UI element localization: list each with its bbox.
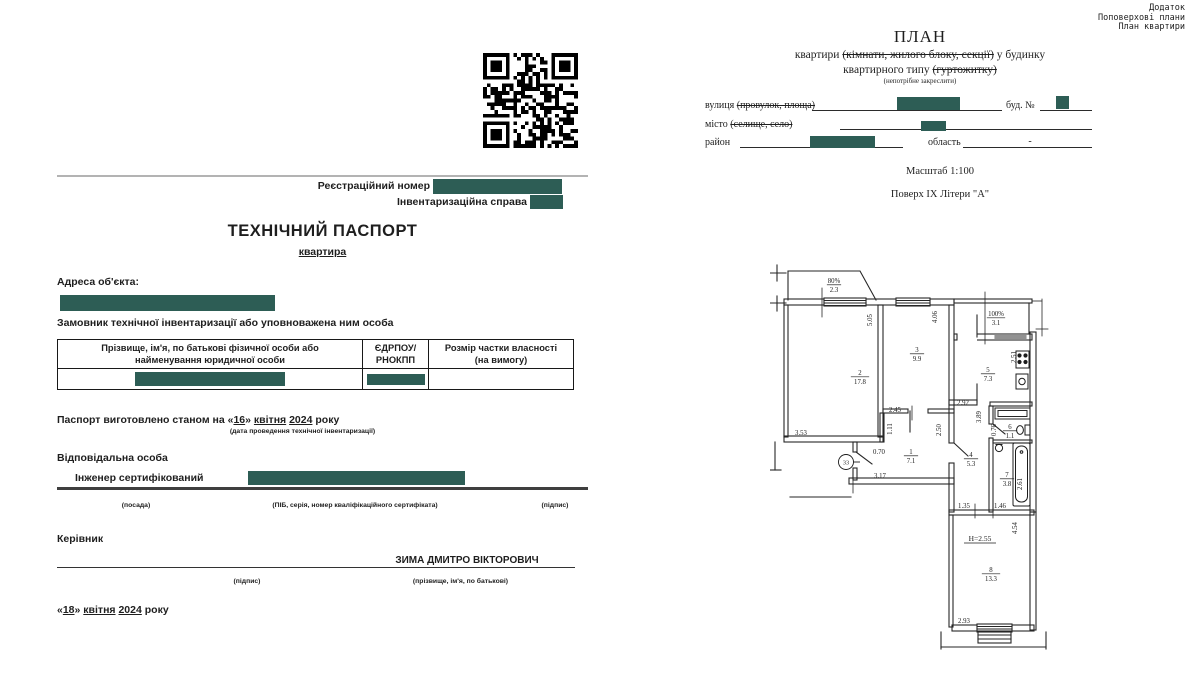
col-name-header: Прізвище, ім'я, по батькові фізичної особи або <box>101 343 319 353</box>
signature-caption: (підпис) <box>541 502 569 509</box>
district-label: район <box>705 137 731 148</box>
object-address-redacted <box>60 295 275 311</box>
building-redacted <box>1056 96 1069 109</box>
owner-table-data-row <box>58 369 574 390</box>
svg-text:5.3: 5.3 <box>966 461 976 469</box>
svg-text:2.3: 2.3 <box>829 287 839 295</box>
city-redacted <box>921 121 946 131</box>
plan-note: (непотрібне закреслити) <box>883 77 957 85</box>
svg-text:4.06: 4.06 <box>932 311 939 323</box>
bathtub-icon <box>1013 443 1030 506</box>
made-date-note: (дата проведення технічної інвентаризації) <box>229 428 376 435</box>
owner-table <box>57 339 574 390</box>
col-edrpou-header: ЄДРПОУ/ <box>374 343 417 353</box>
street-redacted <box>897 97 960 110</box>
window-kitchen-icon <box>995 336 1026 338</box>
issue-day: 18 <box>62 604 75 616</box>
struck-room-types: (кімнати, жилого блоку, секції) <box>842 49 994 61</box>
owner-name-redacted <box>135 372 285 386</box>
svg-text:7.3: 7.3 <box>983 376 993 384</box>
district-redacted <box>810 136 875 148</box>
svg-text:5.05: 5.05 <box>867 314 874 326</box>
issue-date-line: «18» квітня 2024 року <box>57 604 169 616</box>
col-share-header: Розмір частки власності <box>444 343 558 353</box>
struck-dormitory: (гуртожитку) <box>932 64 997 76</box>
engineer-name-redacted <box>248 471 465 485</box>
inventory-case-redacted <box>530 195 563 209</box>
passport-subtitle: квартира <box>298 246 347 258</box>
svg-text:17.8: 17.8 <box>854 379 866 387</box>
svg-text:2.61: 2.61 <box>1017 478 1024 490</box>
floor-label: Поверх IX Літери "А" <box>890 189 990 200</box>
region-value: - <box>1028 136 1032 147</box>
svg-text:33: 33 <box>842 459 850 467</box>
svg-text:1.35: 1.35 <box>958 503 970 510</box>
region-label: область <box>928 137 961 148</box>
divider-line <box>57 175 588 177</box>
svg-text:80%: 80% <box>827 278 841 285</box>
svg-text:0.76: 0.76 <box>991 424 998 436</box>
owner-code-redacted <box>367 374 425 385</box>
city-label: місто (селище, село) <box>705 119 793 130</box>
window-room3-icon <box>896 298 930 306</box>
svg-text:2.51: 2.51 <box>1011 351 1018 363</box>
svg-text:3.17: 3.17 <box>874 473 886 480</box>
kitchen-sink-icon <box>1016 374 1028 389</box>
object-address-label: Адреса об'єкта: <box>57 276 140 288</box>
struck-street-types: (провулок, площа) <box>736 100 816 111</box>
head-signature-rule <box>57 567 575 568</box>
head-label: Керівник <box>57 533 104 545</box>
svg-text:2.93: 2.93 <box>958 618 970 625</box>
floor-plan-walls <box>770 265 1048 649</box>
registration-number-redacted <box>433 179 562 194</box>
made-day: 16 <box>233 414 246 426</box>
washbasin-icon <box>995 444 1002 451</box>
balcony-door-icon <box>978 631 1011 643</box>
street-label: вулиця (провулок, площа) <box>705 100 816 111</box>
svg-text:4: 4 <box>969 452 973 459</box>
svg-text:1.11: 1.11 <box>887 423 894 435</box>
wardrobe-shelf-icon <box>995 408 1030 419</box>
svg-text:8: 8 <box>989 567 993 574</box>
svg-text:3.8: 3.8 <box>1002 481 1012 489</box>
city-blank <box>840 114 1092 130</box>
position-caption: (посада) <box>121 502 151 509</box>
scale-label: Масштаб 1:100 <box>905 166 974 177</box>
svg-text:100%: 100% <box>988 311 1004 318</box>
svg-text:2.50: 2.50 <box>936 424 943 436</box>
svg-text:2.92: 2.92 <box>957 400 969 407</box>
svg-text:0.70: 0.70 <box>873 449 885 456</box>
inventory-case-label: Інвентаризаційна справа <box>396 196 527 208</box>
svg-text:H=2.55: H=2.55 <box>968 534 992 543</box>
corner-note-line1: Додаток <box>1149 3 1185 13</box>
owner-table-header-row: Прізвище, ім'я, по батькові фізичної особи або найменування юридичної особи ЄДРПОУ/ РНОКПП Розмір частки власності (на вимогу) <box>58 340 574 369</box>
made-month: квітня <box>253 414 287 426</box>
svg-text:9.9: 9.9 <box>912 356 922 364</box>
plan-subtitle-line1: квартири (кімнати, жилого блоку, секції) у будинку <box>794 49 1046 61</box>
svg-text:2: 2 <box>858 370 862 377</box>
svg-text:7: 7 <box>1005 472 1009 479</box>
floor-plan-labels <box>795 278 1024 625</box>
toilet-icon <box>1017 425 1030 435</box>
svg-text:1.1: 1.1 <box>1005 433 1015 441</box>
issue-month: квітня <box>83 604 116 616</box>
svg-text:3.1: 3.1 <box>991 320 1001 328</box>
head-fullname-caption: (прізвище, ім'я, по батькові) <box>412 578 509 585</box>
window-room2-icon <box>824 298 866 306</box>
responsible-person-label: Відповідальна особа <box>57 452 168 464</box>
passport-title: ТЕХНІЧНИЙ ПАСПОРТ <box>227 222 418 240</box>
certificate-caption: (ПІБ, серія, номер кваліфікаційного сертифіката) <box>272 502 438 509</box>
made-year: 2024 <box>289 414 313 426</box>
svg-text:4.54: 4.54 <box>1012 522 1019 534</box>
building-label: буд. № <box>1006 100 1035 111</box>
corner-note-line2: Поповерхові плани <box>1098 12 1185 23</box>
qr-code <box>483 53 578 148</box>
plan-subtitle-line2: квартирного типу (гуртожитку) <box>843 64 997 76</box>
customer-label: Замовник технічної інвентаризації або уповноважена ним особа <box>57 317 394 329</box>
svg-text:2.45: 2.45 <box>889 407 901 414</box>
apartment-number-badge <box>839 455 861 470</box>
struck-settlement-types: (селище, село) <box>730 119 793 130</box>
svg-text:13.3: 13.3 <box>985 576 997 584</box>
head-signature-caption: (підпис) <box>233 578 261 585</box>
svg-text:7.1: 7.1 <box>906 458 916 466</box>
svg-text:3.53: 3.53 <box>795 430 807 437</box>
head-name: ЗИМА ДМИТРО ВІКТОРОВИЧ <box>395 555 539 566</box>
svg-text:5: 5 <box>986 367 990 374</box>
engineer-label: Інженер сертифікований <box>75 472 204 484</box>
svg-text:3: 3 <box>915 347 919 354</box>
corner-note-line3: План квартири <box>1118 22 1185 32</box>
plan-title: ПЛАН <box>893 27 947 46</box>
svg-text:1.46: 1.46 <box>994 503 1006 510</box>
svg-text:6: 6 <box>1008 424 1012 431</box>
floor-plan <box>770 262 1070 662</box>
registration-number-label: Реєстраційний номер <box>317 180 430 192</box>
signature-rule <box>57 487 588 490</box>
made-date-line: Паспорт виготовлено станом на «16» квітня 2024 року <box>57 414 340 426</box>
svg-text:1: 1 <box>909 449 913 456</box>
issue-year: 2024 <box>118 604 142 616</box>
svg-text:3.89: 3.89 <box>976 411 983 423</box>
